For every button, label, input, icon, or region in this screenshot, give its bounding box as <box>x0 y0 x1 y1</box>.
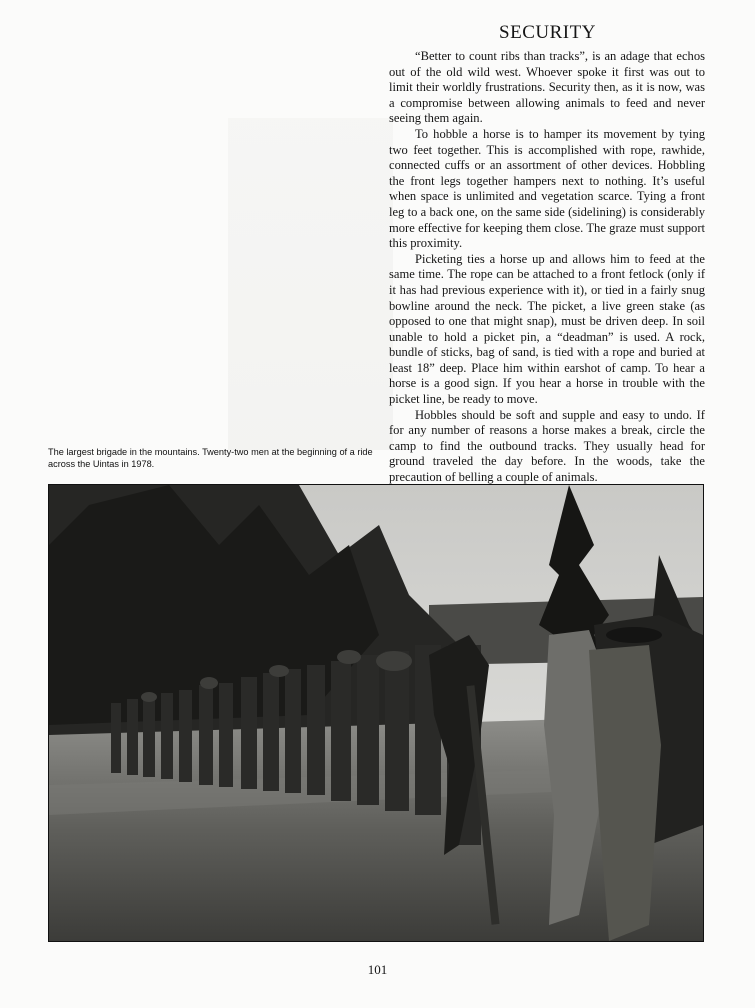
brigade-photograph <box>48 484 704 942</box>
body-text-column <box>389 49 705 486</box>
paragraph-ribs-tracks: “Better to count ribs than tracks”, is an adage that echos out of the old wild west. Whoever spoke it first was out to limit their worldly frustrations. Security then, as it is now, was a compromise between allowing animals to feed and never seeing them again. <box>389 49 705 126</box>
show-through-bleed <box>228 118 393 450</box>
brigade-photo-illustration <box>49 485 703 941</box>
paragraph-picketing: Picketing ties a horse up and allows him to feed at the same time. The rope can be attached to a front fetlock (only if it has had previous experience with it), or tied in a fairly snug bowline around the neck. The picket, a live green stake (as opposed to one that might snap), must be driven deep. In soil unable to hold a picket pin, a “deadman” is used. A rock, bundle of sticks, bag of sand, is tied with a rope and buried at least 18” deep. Place him within earshot of camp. To hear a horse is a good sign. If you hear a horse in trouble with the picket line, be ready to move. <box>389 251 705 407</box>
photo-caption: The largest brigade in the mountains. Twenty-two men at the beginning of a ride across the Uintas in 1978. <box>48 447 373 469</box>
paragraph-hobbling: To hobble a horse is to hamper its movement by tying two feet together. This is accomplished with rope, rawhide, connected cuffs or an assortment of other devices. Hobbling the front legs together hampers next to nothing. It’s useful when space is unlimited and vegetation scarce. Tying a front leg to a back one, on the same side (sidelining) is considerably more effective for keeping them close. The graze must support this proximity. <box>389 126 705 251</box>
page-number: 101 <box>367 962 388 977</box>
paragraph-hobbles: Hobbles should be soft and supple and easy to undo. If for any number of reasons a horse makes a break, circle the camp to find the outbound tracks. They usually head for ground traveled the day before. In the woods, take the precaution of belling a couple of animals. <box>389 407 705 485</box>
page-heading: SECURITY <box>499 22 596 43</box>
